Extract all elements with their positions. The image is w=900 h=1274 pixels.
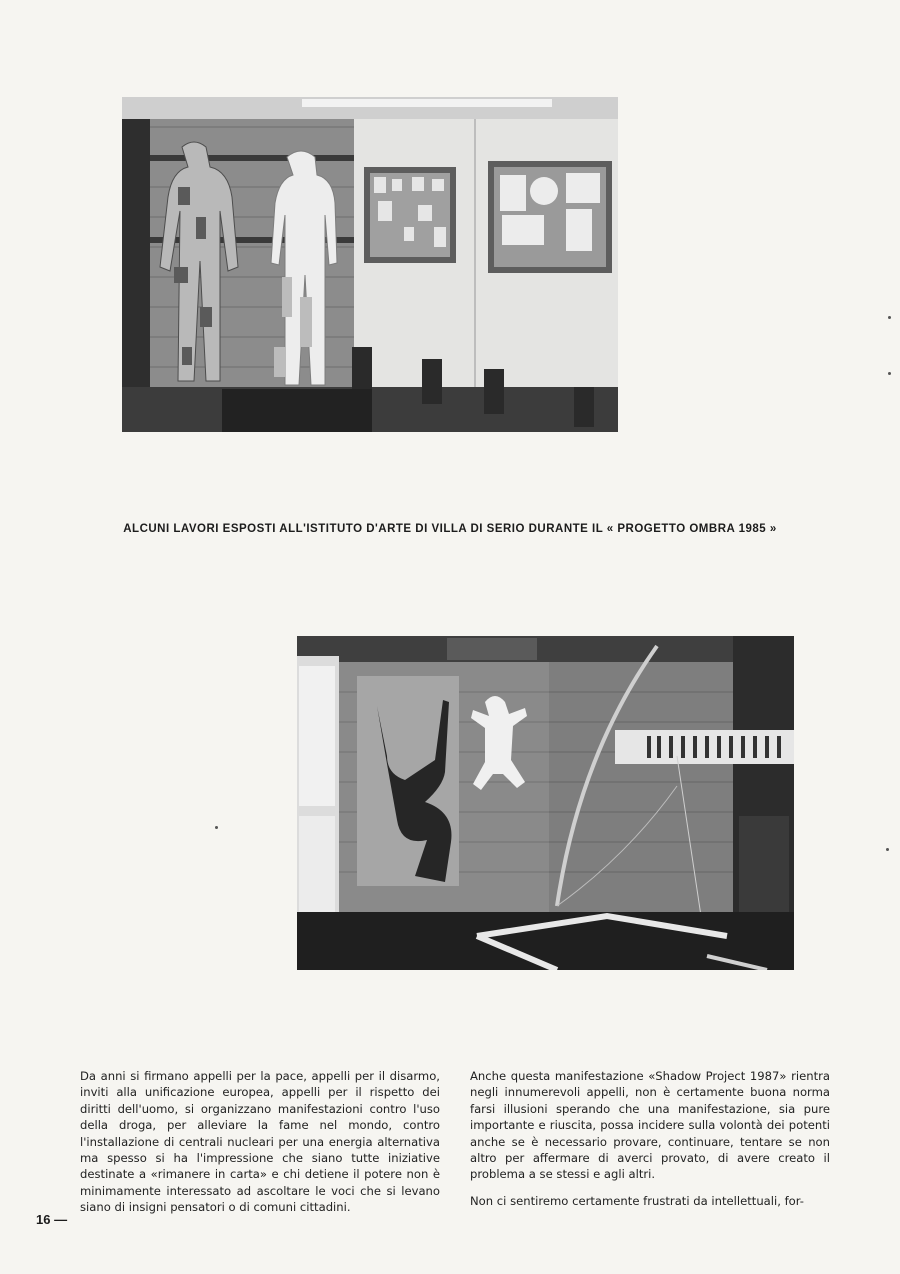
page-number: 16 —: [36, 1212, 68, 1227]
paragraph: Non ci sentiremo certamente frustrati da intellettuali, for-: [470, 1193, 804, 1208]
scan-speck: [886, 848, 889, 851]
paragraph: Anche questa manifestazione «Shadow Project 1987» rientra negli innumerevoli appelli, non è certamente buona norma farsi illusioni sperando che una manifestazione, sia pure importante e riuscita, possa incidere sulla volontà dei potenti anche se è necessario provare, continuare, tentare se non altro per affermare di averci provato, di avere creato il problema a se stessi e agli altri.: [470, 1069, 830, 1182]
exhibition-photo-bottom-image: [297, 636, 794, 970]
body-text-left-column: [80, 1068, 440, 1226]
photo-caption: ALCUNI LAVORI ESPOSTI ALL'ISTITUTO D'ARTE DI VILLA DI SERIO DURANTE IL « PROGETTO OMBRA 1985 »: [123, 523, 777, 535]
paragraph: Da anni si firmano appelli per la pace, appelli per il disarmo, inviti alla unificazione europea, appelli per il rispetto dei diritti dell'uomo, si organizzano manifestazioni contro l'uso della droga, per alleviare la fame nel mondo, contro l'installazione di centrali nucleari per una energia alternativa ma spesso si ha l'impressione che siano tutte iniziative destinate a «rimanere in carta» e chi detiene il potere non è minimamente interessato ad ascoltare le voci che si levano siano di insigni pensatori o di comuni cittadini.: [80, 1069, 440, 1215]
body-text-right-column: [470, 1068, 830, 1219]
exhibition-photo-top: [122, 97, 618, 432]
scan-speck: [215, 826, 218, 829]
exhibition-photo-bottom: [297, 636, 794, 970]
exhibition-photo-top-image: [122, 97, 618, 432]
scan-speck: [888, 372, 891, 375]
scan-speck: [888, 316, 891, 319]
